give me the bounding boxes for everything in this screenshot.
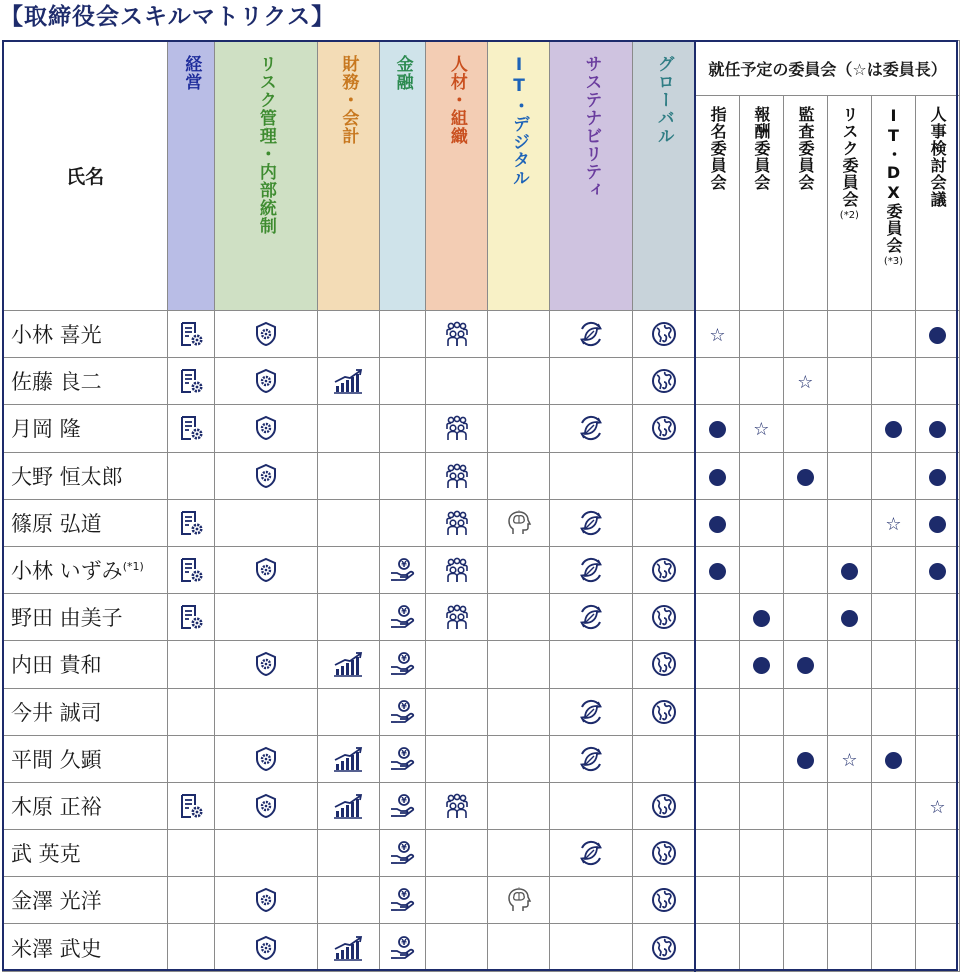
skill-header-label: 金融 [392,55,413,91]
director-name: 木原 正裕 [11,794,102,819]
svg-text:¥: ¥ [401,560,408,570]
skill-header-label: グローバル [653,55,674,145]
director-name: 佐藤 良二 [11,370,102,395]
chair-star-icon: ☆ [797,372,814,394]
director-name: 武 英克 [11,842,81,867]
skill-header-label: 経営 [181,55,202,91]
skill-header-label: IT・デジタル [509,55,529,187]
director-name-note: (*1) [122,560,144,574]
committee-header-label: IT・DX委員会 [884,106,904,254]
director-name: 平間 久顕 [11,747,102,772]
director-name: 小林 喜光 [11,323,102,348]
svg-text:¥: ¥ [401,748,408,758]
svg-text:¥: ¥ [401,843,408,853]
skill-header-label: 人材・組織 [446,55,467,145]
committee-group-header: 就任予定の委員会（☆は委員長） [695,41,959,96]
chair-star-icon: ☆ [709,325,726,347]
svg-text:¥: ¥ [401,701,408,711]
chair-star-icon: ☆ [885,513,902,535]
committee-header-label: 人事検討会議 [928,106,948,208]
director-name: 野田 由美子 [11,606,123,631]
committee-header-label: 監査委員会 [795,106,815,191]
committee-header-label: 指名委員会 [708,106,728,191]
page-title: 【取締役会スキルマトリクス】 [0,4,336,30]
svg-text:¥: ¥ [401,654,408,664]
chair-star-icon: ☆ [753,419,770,441]
svg-text:¥: ¥ [401,937,408,947]
committee-note: (*2) [839,210,859,221]
chair-star-icon: ☆ [929,796,946,818]
name-column-header: 氏名 [3,41,168,311]
chair-star-icon: ☆ [841,749,858,771]
skill-header-label: 財務・会計 [338,55,359,145]
skill-header-label: サステナビリティ [581,55,602,199]
svg-text:¥: ¥ [401,795,408,805]
director-name: 大野 恒太郎 [11,464,123,489]
director-name: 月岡 隆 [11,417,81,442]
committee-header-label: リスク委員会 [839,106,859,208]
director-name: 篠原 弘道 [11,511,102,536]
director-name: 金澤 光洋 [11,889,102,914]
committee-header-label: 報酬委員会 [751,106,771,191]
skill-header-label: リスク管理・内部統制 [255,55,276,235]
svg-text:¥: ¥ [401,890,408,900]
director-name: 内田 貴和 [11,653,102,678]
director-name: 今井 誠司 [11,700,102,725]
director-name: 米澤 武史 [11,936,102,961]
committee-note: (*3) [883,256,903,267]
table-frame [2,40,958,971]
svg-text:¥: ¥ [401,607,408,617]
director-name: 小林 いずみ [11,559,123,584]
